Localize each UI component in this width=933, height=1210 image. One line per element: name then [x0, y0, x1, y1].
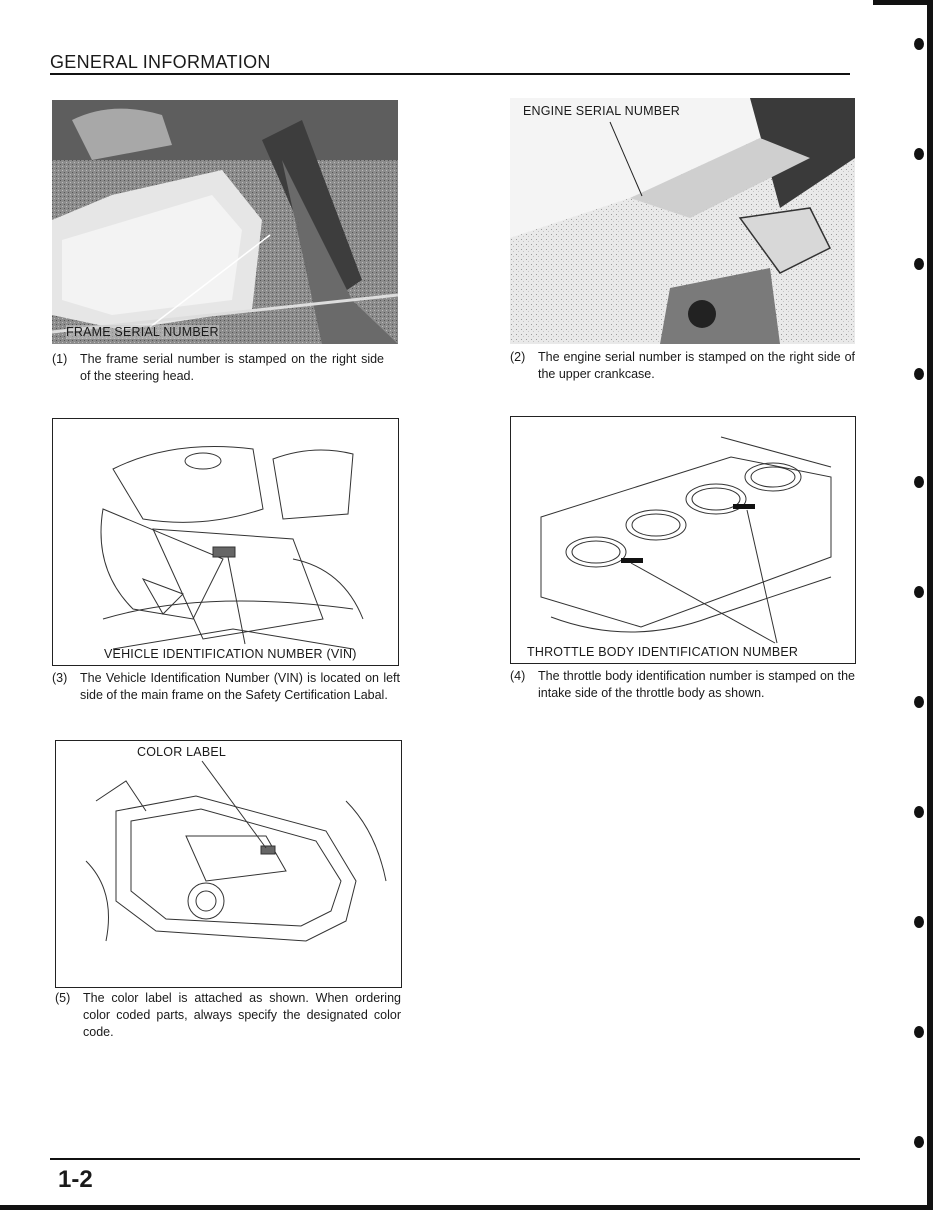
- frame-serial-label: FRAME SERIAL NUMBER: [66, 325, 219, 339]
- caption-number: (1): [52, 352, 68, 366]
- caption-text: The throttle body identification number is stamped on the intake side of the throttle body as shown.: [538, 669, 855, 700]
- punch-hole: [914, 586, 924, 598]
- page-number: 1-2: [58, 1166, 93, 1193]
- caption-text: The frame serial number is stamped on the right side of the steering head.: [80, 352, 384, 383]
- caption-text: The Vehicle Identification Number (VIN) is located on left side of the main frame on the Safety Certification Labal.: [80, 671, 400, 702]
- engine-serial-photo: [510, 98, 855, 344]
- page-title: GENERAL INFORMATION: [50, 52, 271, 72]
- punch-hole: [914, 916, 924, 928]
- punch-hole: [914, 38, 924, 50]
- header-rule: [50, 73, 850, 75]
- caption-number: (3): [52, 671, 68, 685]
- punch-hole: [914, 476, 924, 488]
- punch-hole: [914, 258, 924, 270]
- punch-hole: [914, 368, 924, 380]
- punch-hole: [914, 1136, 924, 1148]
- vin-diagram: [52, 418, 399, 666]
- throttle-body-diagram: [510, 416, 856, 664]
- frame-serial-photo: [52, 100, 398, 344]
- vin-label: VEHICLE IDENTIFICATION NUMBER (VIN): [104, 647, 357, 661]
- caption-5: [55, 990, 401, 1044]
- caption-1: [52, 351, 384, 387]
- throttle-body-label: THROTTLE BODY IDENTIFICATION NUMBER: [527, 645, 799, 659]
- scan-edge-right: [927, 0, 933, 1210]
- caption-4: [510, 668, 855, 722]
- scan-edge-top: [873, 0, 933, 5]
- caption-2: [510, 349, 855, 385]
- color-label-label: COLOR LABEL: [137, 745, 227, 759]
- color-label-diagram: [55, 740, 402, 988]
- caption-number: (4): [510, 669, 526, 683]
- caption-text: The color label is attached as shown. When ordering color coded parts, always specify the designated color code.: [83, 991, 401, 1039]
- punch-hole: [914, 696, 924, 708]
- engine-serial-label: ENGINE SERIAL NUMBER: [523, 104, 681, 118]
- caption-number: (2): [510, 350, 526, 364]
- caption-number: (5): [55, 991, 71, 1005]
- punch-hole: [914, 148, 924, 160]
- footer-rule: [50, 1158, 860, 1160]
- caption-text: The engine serial number is stamped on the right side of the upper crankcase.: [538, 350, 855, 381]
- punch-hole: [914, 1026, 924, 1038]
- caption-3: [52, 670, 400, 724]
- scan-edge-bottom: [0, 1205, 933, 1210]
- punch-hole: [914, 806, 924, 818]
